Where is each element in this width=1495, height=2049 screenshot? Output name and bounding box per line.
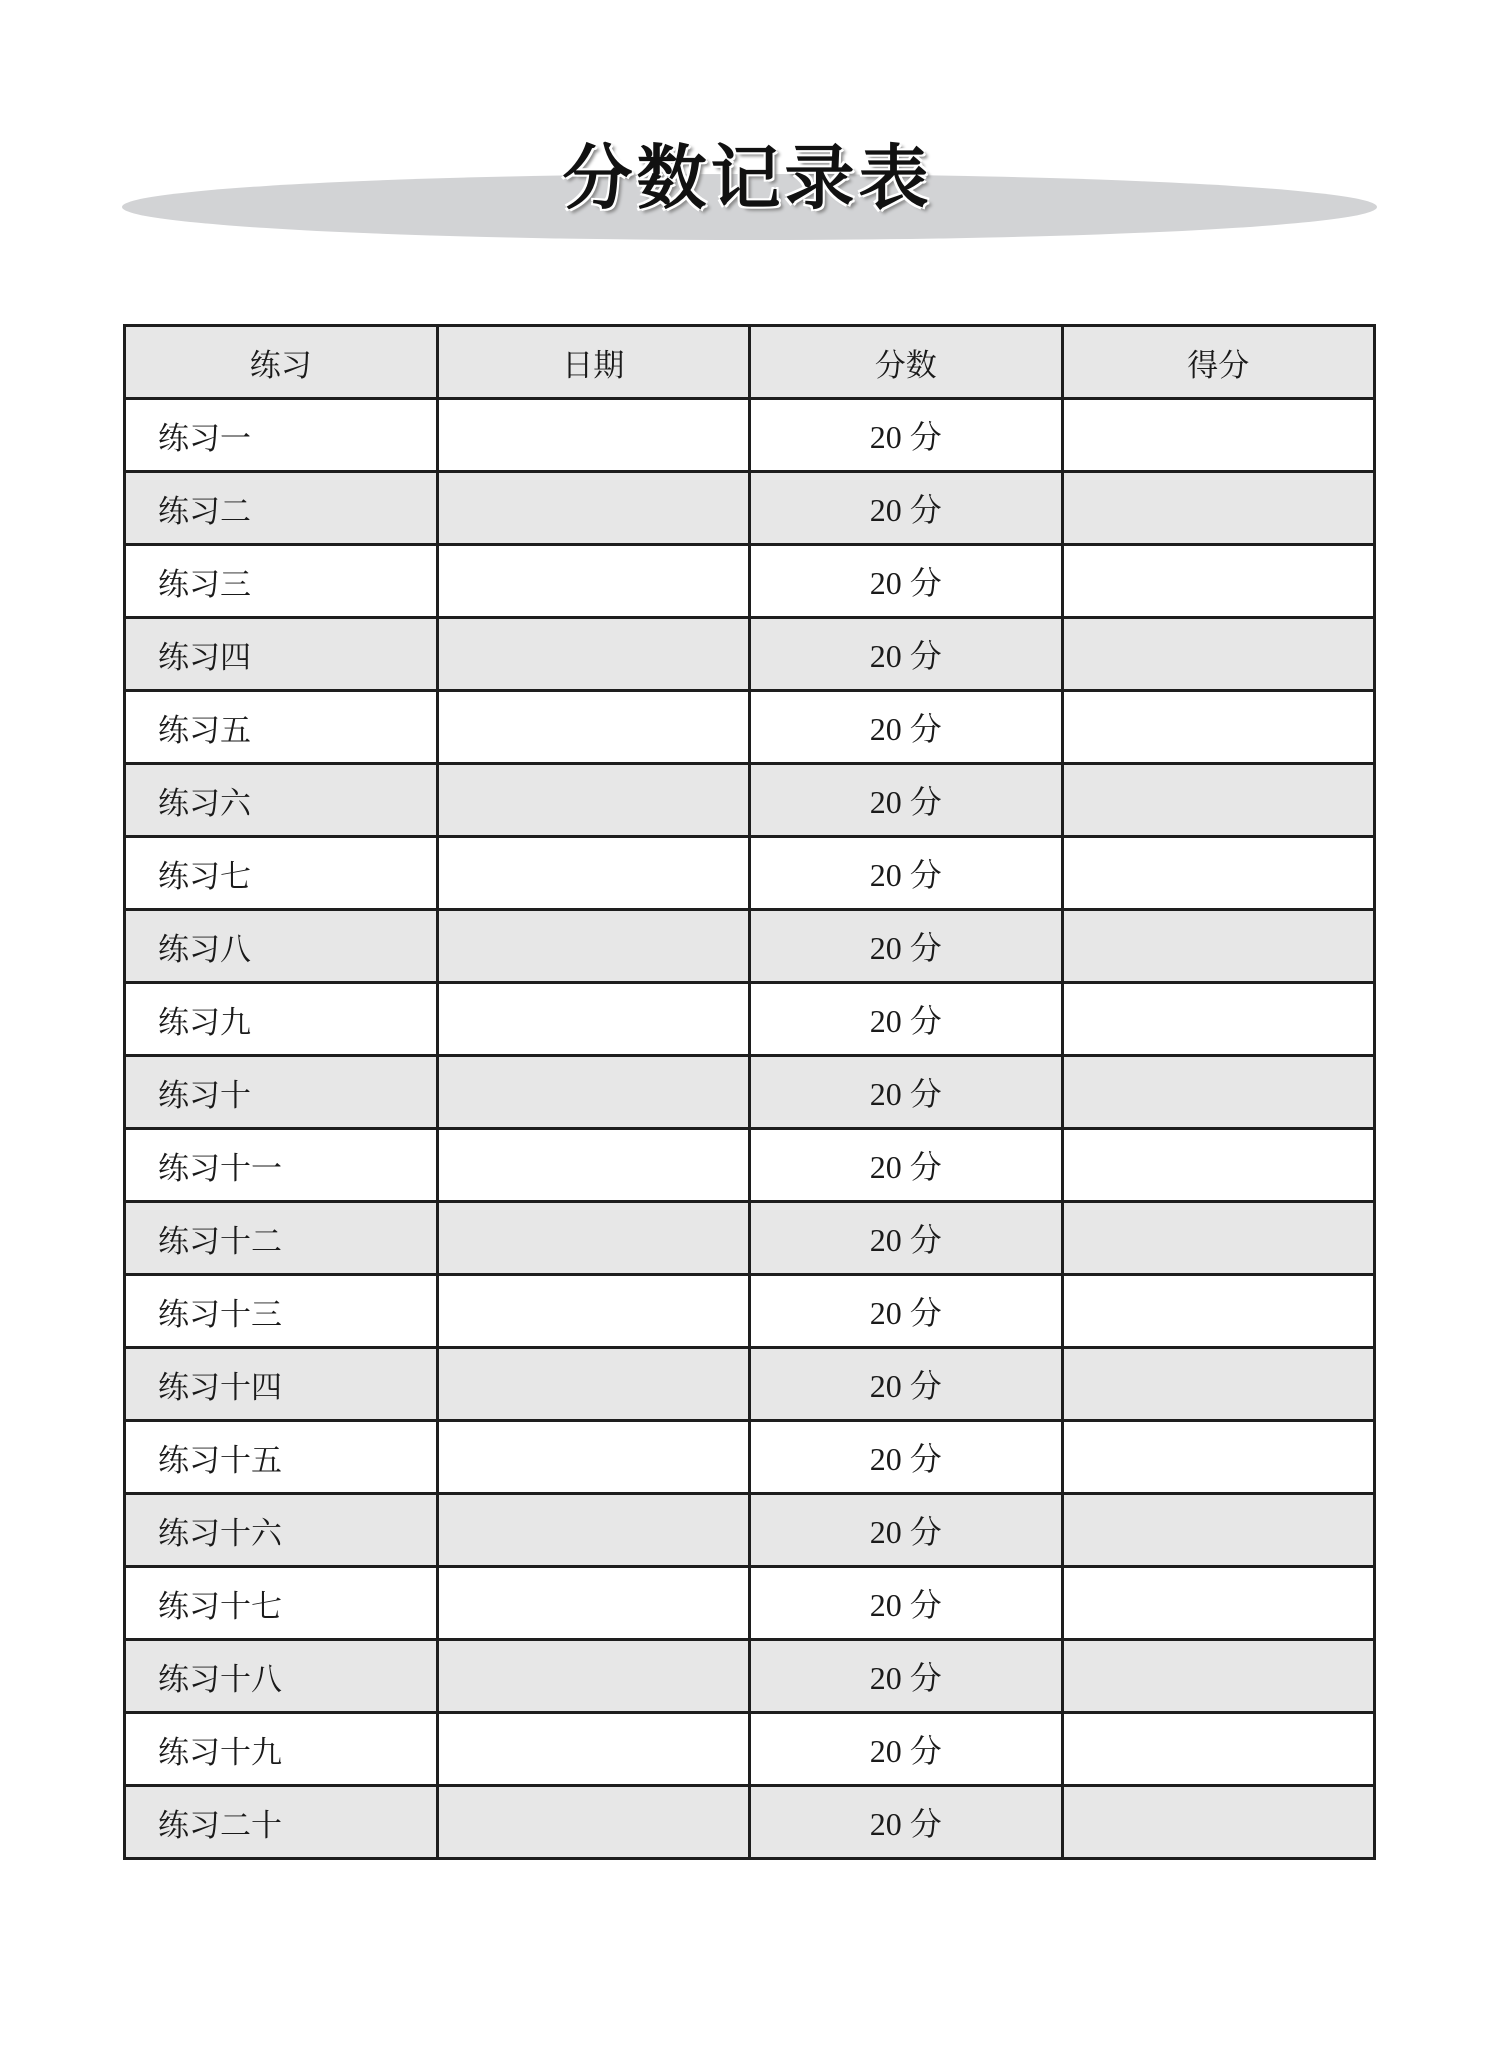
date-cell[interactable] xyxy=(437,1056,750,1129)
exercise-name-cell: 练习六 xyxy=(125,764,438,837)
table-header-row xyxy=(125,326,1375,399)
date-cell[interactable] xyxy=(437,837,750,910)
header-exercise: 练习 xyxy=(125,326,438,399)
full-score-cell: 20 分 xyxy=(750,1202,1063,1275)
table-row xyxy=(125,1202,1375,1275)
full-score-cell: 20 分 xyxy=(750,1275,1063,1348)
earned-score-cell[interactable] xyxy=(1062,1494,1375,1567)
date-cell[interactable] xyxy=(437,1786,750,1859)
earned-score-cell[interactable] xyxy=(1062,545,1375,618)
exercise-name-cell: 练习九 xyxy=(125,983,438,1056)
table-row xyxy=(125,545,1375,618)
date-cell[interactable] xyxy=(437,1275,750,1348)
date-cell[interactable] xyxy=(437,691,750,764)
header-date: 日期 xyxy=(437,326,750,399)
exercise-name-cell: 练习十三 xyxy=(125,1275,438,1348)
exercise-name-cell: 练习一 xyxy=(125,399,438,472)
date-cell[interactable] xyxy=(437,1348,750,1421)
date-cell[interactable] xyxy=(437,1129,750,1202)
date-cell[interactable] xyxy=(437,764,750,837)
date-cell[interactable] xyxy=(437,1202,750,1275)
table-row xyxy=(125,399,1375,472)
header-earned: 得分 xyxy=(1062,326,1375,399)
exercise-name-cell: 练习七 xyxy=(125,837,438,910)
full-score-cell: 20 分 xyxy=(750,764,1063,837)
earned-score-cell[interactable] xyxy=(1062,399,1375,472)
header-score: 分数 xyxy=(750,326,1063,399)
exercise-name-cell: 练习二 xyxy=(125,472,438,545)
full-score-cell: 20 分 xyxy=(750,472,1063,545)
earned-score-cell[interactable] xyxy=(1062,1640,1375,1713)
table-row xyxy=(125,910,1375,983)
table-row xyxy=(125,983,1375,1056)
table-row xyxy=(125,1713,1375,1786)
table-row xyxy=(125,472,1375,545)
exercise-name-cell: 练习十八 xyxy=(125,1640,438,1713)
earned-score-cell[interactable] xyxy=(1062,691,1375,764)
full-score-cell: 20 分 xyxy=(750,910,1063,983)
date-cell[interactable] xyxy=(437,910,750,983)
full-score-cell: 20 分 xyxy=(750,545,1063,618)
exercise-name-cell: 练习十二 xyxy=(125,1202,438,1275)
earned-score-cell[interactable] xyxy=(1062,1348,1375,1421)
table-row xyxy=(125,1275,1375,1348)
date-cell[interactable] xyxy=(437,472,750,545)
table-row xyxy=(125,764,1375,837)
earned-score-cell[interactable] xyxy=(1062,1567,1375,1640)
full-score-cell: 20 分 xyxy=(750,983,1063,1056)
earned-score-cell[interactable] xyxy=(1062,1421,1375,1494)
earned-score-cell[interactable] xyxy=(1062,1713,1375,1786)
date-cell[interactable] xyxy=(437,1567,750,1640)
full-score-cell: 20 分 xyxy=(750,1056,1063,1129)
table-row xyxy=(125,1494,1375,1567)
full-score-cell: 20 分 xyxy=(750,1713,1063,1786)
exercise-name-cell: 练习五 xyxy=(125,691,438,764)
date-cell[interactable] xyxy=(437,1421,750,1494)
full-score-cell: 20 分 xyxy=(750,837,1063,910)
exercise-name-cell: 练习十七 xyxy=(125,1567,438,1640)
date-cell[interactable] xyxy=(437,545,750,618)
full-score-cell: 20 分 xyxy=(750,618,1063,691)
exercise-name-cell: 练习二十 xyxy=(125,1786,438,1859)
exercise-name-cell: 练习十四 xyxy=(125,1348,438,1421)
table-row xyxy=(125,837,1375,910)
full-score-cell: 20 分 xyxy=(750,1348,1063,1421)
table-row xyxy=(125,1348,1375,1421)
table-row xyxy=(125,1640,1375,1713)
earned-score-cell[interactable] xyxy=(1062,1275,1375,1348)
exercise-name-cell: 练习四 xyxy=(125,618,438,691)
earned-score-cell[interactable] xyxy=(1062,764,1375,837)
exercise-name-cell: 练习十六 xyxy=(125,1494,438,1567)
table-row xyxy=(125,618,1375,691)
earned-score-cell[interactable] xyxy=(1062,472,1375,545)
date-cell[interactable] xyxy=(437,399,750,472)
full-score-cell: 20 分 xyxy=(750,1494,1063,1567)
full-score-cell: 20 分 xyxy=(750,1640,1063,1713)
earned-score-cell[interactable] xyxy=(1062,1056,1375,1129)
table-row xyxy=(125,1421,1375,1494)
full-score-cell: 20 分 xyxy=(750,1567,1063,1640)
exercise-name-cell: 练习十九 xyxy=(125,1713,438,1786)
page-title: 分数记录表 xyxy=(562,137,933,219)
earned-score-cell[interactable] xyxy=(1062,1786,1375,1859)
earned-score-cell[interactable] xyxy=(1062,910,1375,983)
date-cell[interactable] xyxy=(437,983,750,1056)
date-cell[interactable] xyxy=(437,1494,750,1567)
earned-score-cell[interactable] xyxy=(1062,1202,1375,1275)
table-row xyxy=(125,691,1375,764)
earned-score-cell[interactable] xyxy=(1062,1129,1375,1202)
table-row xyxy=(125,1056,1375,1129)
score-record-table xyxy=(123,324,1376,1860)
earned-score-cell[interactable] xyxy=(1062,837,1375,910)
date-cell[interactable] xyxy=(437,618,750,691)
table-row xyxy=(125,1129,1375,1202)
date-cell[interactable] xyxy=(437,1640,750,1713)
exercise-name-cell: 练习十一 xyxy=(125,1129,438,1202)
date-cell[interactable] xyxy=(437,1713,750,1786)
exercise-name-cell: 练习十 xyxy=(125,1056,438,1129)
full-score-cell: 20 分 xyxy=(750,1421,1063,1494)
table-row xyxy=(125,1786,1375,1859)
full-score-cell: 20 分 xyxy=(750,399,1063,472)
table-row xyxy=(125,1567,1375,1640)
earned-score-cell[interactable] xyxy=(1062,983,1375,1056)
exercise-name-cell: 练习八 xyxy=(125,910,438,983)
earned-score-cell[interactable] xyxy=(1062,618,1375,691)
full-score-cell: 20 分 xyxy=(750,1129,1063,1202)
full-score-cell: 20 分 xyxy=(750,691,1063,764)
exercise-name-cell: 练习十五 xyxy=(125,1421,438,1494)
exercise-name-cell: 练习三 xyxy=(125,545,438,618)
full-score-cell: 20 分 xyxy=(750,1786,1063,1859)
